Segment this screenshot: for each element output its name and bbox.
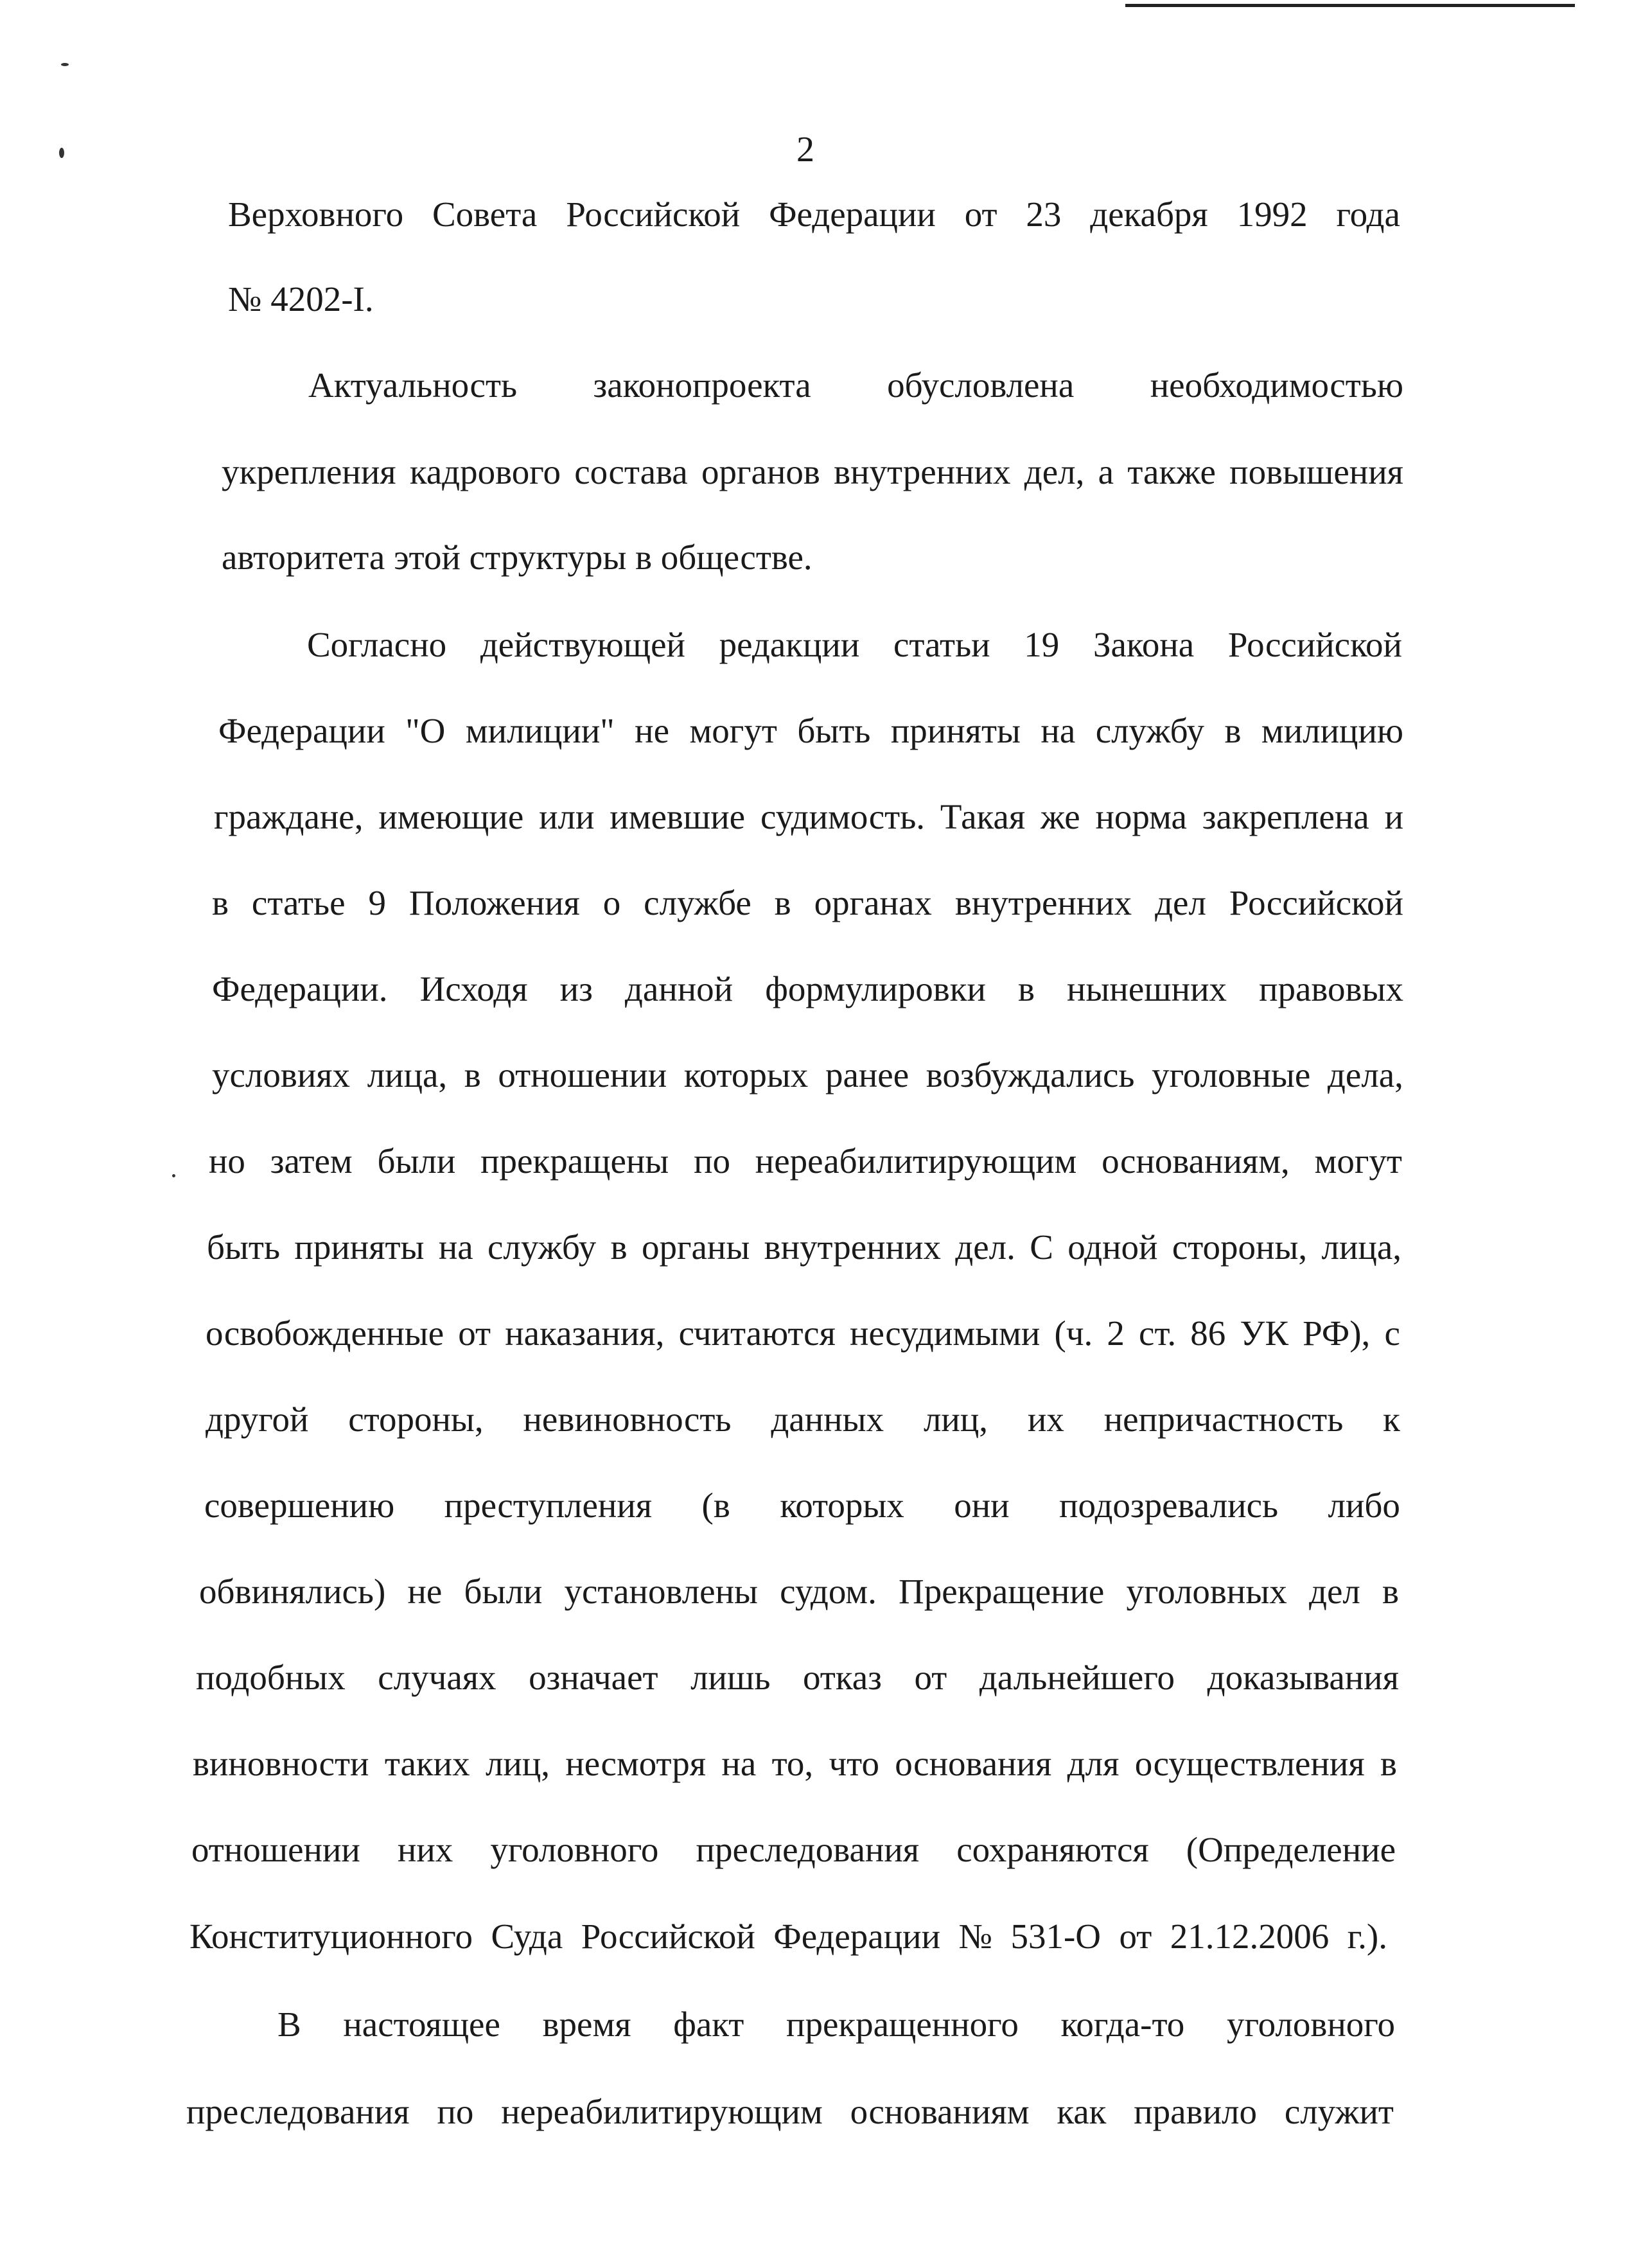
word: виновности [193, 1744, 369, 1783]
word: 2 [1107, 1314, 1125, 1353]
word: могут [1314, 1141, 1402, 1181]
word: совершению [204, 1486, 395, 1525]
word: формулировки [765, 969, 986, 1008]
word: дальнейшего [979, 1658, 1175, 1697]
word: в [1224, 711, 1242, 750]
word: необходимостью [1150, 365, 1403, 405]
word: и [1384, 797, 1403, 836]
word: в [774, 883, 791, 922]
word: случаях [378, 1658, 496, 1697]
word: 9 [368, 883, 386, 922]
text-line [277, 1999, 1395, 2050]
word: состава [574, 452, 688, 491]
text-line [222, 446, 1403, 498]
word: были [464, 1572, 543, 1611]
text-line [212, 1050, 1403, 1101]
word: от [1119, 1917, 1152, 1956]
word: Российской [1227, 625, 1402, 664]
word: 1992 [1236, 195, 1308, 234]
scan-speck [172, 1174, 175, 1177]
word: освобожденные [206, 1314, 444, 1353]
word: ст. [1139, 1314, 1177, 1353]
word: факт [673, 2005, 744, 2044]
word: внутренних [834, 452, 1011, 491]
word: основаниям, [1102, 1141, 1290, 1181]
word: ранее [825, 1055, 909, 1094]
word: уголовного [1226, 2005, 1395, 2044]
word: преследования [696, 1830, 920, 1869]
word: они [954, 1486, 1010, 1525]
word: в [1017, 969, 1035, 1008]
text-line: № 4202-I. [228, 279, 374, 319]
word: Верховного [228, 195, 404, 234]
word: Федерации. [212, 969, 388, 1008]
word: Прекращение [899, 1572, 1105, 1611]
word: преступления [444, 1486, 653, 1525]
text-line [307, 619, 1402, 671]
word: когда-то [1060, 2005, 1185, 2044]
word: Федерации [218, 711, 385, 750]
word: лишь [690, 1658, 771, 1697]
word: данной [624, 969, 733, 1008]
text-line: авторитета этой структуры в обществе. [222, 538, 812, 577]
word: органы [641, 1227, 750, 1267]
word: службу [487, 1227, 597, 1267]
word: о [602, 883, 621, 922]
word: Суда [491, 1917, 563, 1956]
word: № [958, 1917, 992, 1956]
text-line [308, 360, 1403, 411]
word: уголовного [490, 1830, 659, 1869]
word: одной [1067, 1227, 1158, 1267]
word: 21.12.2006 [1170, 1917, 1330, 1956]
text-line [214, 791, 1403, 843]
word: их [1027, 1400, 1064, 1439]
word: статье [251, 883, 346, 922]
word: отношении [498, 1055, 667, 1094]
word: данных [771, 1400, 884, 1439]
word: Российской [581, 1917, 755, 1956]
word: прекращенного [786, 2005, 1019, 2044]
page-number: 2 [796, 130, 814, 170]
word: подозревались [1059, 1486, 1279, 1525]
word: или [539, 797, 595, 836]
word: основания [895, 1744, 1052, 1783]
word: таких [384, 1744, 470, 1783]
word: 23 [1026, 195, 1062, 234]
word: на [438, 1227, 473, 1267]
word: года [1336, 195, 1400, 234]
word: уголовные [1152, 1055, 1311, 1094]
word: Положения [408, 883, 580, 922]
word: а [1098, 452, 1114, 491]
word: были [377, 1141, 456, 1181]
word: же [1040, 797, 1080, 836]
word: декабря [1090, 195, 1208, 234]
word: сохраняются [956, 1830, 1149, 1869]
word: норма [1095, 797, 1187, 836]
word: 531-О [1010, 1917, 1102, 1956]
text-line [199, 1566, 1399, 1617]
word: на [721, 1744, 757, 1783]
word: от [458, 1314, 491, 1353]
word: по [437, 2092, 474, 2131]
word: несудимыми [850, 1314, 1041, 1353]
word: другой [206, 1400, 309, 1439]
word: повышения [1229, 452, 1403, 491]
word: на [1041, 711, 1076, 750]
word: к [1383, 1400, 1400, 1439]
word: как [1057, 2092, 1107, 2131]
word: невиновность [523, 1400, 732, 1439]
word: настоящее [343, 2005, 500, 2044]
word: имеющие [378, 797, 524, 836]
text-line [206, 1394, 1400, 1445]
word: дел, [1024, 452, 1085, 491]
word: отказ [803, 1658, 882, 1697]
word: РФ), [1303, 1314, 1371, 1353]
text-line [186, 2086, 1394, 2138]
word: г.). [1347, 1917, 1387, 1956]
scan-edge-line [1125, 4, 1575, 7]
word: преследования [186, 2092, 410, 2131]
word: установлены [564, 1572, 758, 1611]
word: означает [529, 1658, 658, 1697]
word: могут [689, 711, 777, 750]
word: стороны, [1172, 1227, 1308, 1267]
word: уголовных [1126, 1572, 1287, 1611]
word: органах [814, 883, 932, 922]
word: нынешних [1067, 969, 1227, 1008]
word: действующей [480, 625, 685, 664]
word: внутренних [954, 883, 1132, 922]
word: "О [405, 711, 446, 750]
word: Федерации [773, 1917, 941, 1956]
text-line [189, 1911, 1387, 1962]
text-line [212, 877, 1403, 929]
text-line [209, 1136, 1402, 1187]
text-line [193, 1738, 1397, 1789]
word: в [1382, 1572, 1399, 1611]
word: то, [771, 1744, 814, 1783]
word: обусловлена [887, 365, 1075, 405]
word: 86 [1190, 1314, 1226, 1353]
word: милиции" [465, 711, 615, 750]
scan-speck [59, 148, 64, 158]
word: укрепления [222, 452, 396, 491]
word: служит [1284, 2092, 1394, 2131]
word: Федерации [769, 195, 936, 234]
word: в [610, 1227, 628, 1267]
word: с [1384, 1314, 1400, 1353]
text-line [228, 189, 1400, 240]
word: доказывания [1207, 1658, 1399, 1697]
word: прекращены [480, 1141, 669, 1181]
word: (ч. [1054, 1314, 1093, 1353]
word: для [1067, 1744, 1120, 1783]
word: 19 [1024, 625, 1060, 664]
word: нереабилитирующим [755, 1141, 1077, 1181]
word: либо [1328, 1486, 1400, 1525]
word: стороны, [348, 1400, 484, 1439]
word: милицию [1261, 711, 1403, 750]
word: лица, [1321, 1227, 1401, 1267]
word: из [559, 969, 593, 1008]
word: Закона [1093, 625, 1195, 664]
word: В [277, 2005, 301, 2044]
word: не [407, 1572, 443, 1611]
word: которых [683, 1055, 809, 1094]
text-line [207, 1222, 1401, 1273]
word: быть [207, 1227, 281, 1267]
word: непричастность [1103, 1400, 1344, 1439]
word: внутренних [764, 1227, 941, 1267]
word: Актуальность [308, 365, 518, 405]
word: Совета [432, 195, 538, 234]
word: имевшие [610, 797, 746, 836]
word: них [397, 1830, 453, 1869]
word: (в [701, 1486, 730, 1525]
word: правовых [1259, 969, 1403, 1008]
word: быть [797, 711, 871, 750]
word: осуществления [1134, 1744, 1365, 1783]
word: возбуждались [926, 1055, 1135, 1094]
word: Согласно [307, 625, 447, 664]
word: УК [1240, 1314, 1288, 1353]
word: дел [1308, 1572, 1360, 1611]
word: лиц, [485, 1744, 550, 1783]
word: от [914, 1658, 947, 1697]
word: Российской [1229, 883, 1403, 922]
word: (Определение [1186, 1830, 1396, 1869]
word: законопроекта [593, 365, 811, 405]
word: редакции [719, 625, 860, 664]
word: по [694, 1141, 730, 1181]
word: службе [644, 883, 751, 922]
word: службу [1095, 711, 1204, 750]
word: подобных [196, 1658, 346, 1697]
text-line [196, 1652, 1399, 1703]
word: Российской [566, 195, 741, 234]
word: дела, [1327, 1055, 1403, 1094]
word: лиц, [923, 1400, 988, 1439]
word: условиях [212, 1055, 351, 1094]
word: Исходя [419, 969, 528, 1008]
word: статьи [893, 625, 990, 664]
word: С [1030, 1227, 1053, 1267]
word: граждане, [214, 797, 364, 836]
word: основаниям [850, 2092, 1030, 2131]
word: но [209, 1141, 245, 1181]
word: также [1127, 452, 1216, 491]
word: дел. [955, 1227, 1015, 1267]
text-line [218, 705, 1403, 757]
word: Такая [940, 797, 1026, 836]
word: обвинялись) [199, 1572, 386, 1611]
word: закреплена [1202, 797, 1369, 836]
word: органов [701, 452, 820, 491]
word: Конституционного [189, 1917, 473, 1956]
word: приняты [890, 711, 1021, 750]
word: несмотря [565, 1744, 707, 1783]
word: судимость. [760, 797, 926, 836]
word: время [542, 2005, 631, 2044]
text-line [204, 1480, 1400, 1531]
word: наказания, [505, 1314, 665, 1353]
word: дел [1155, 883, 1206, 922]
word: считаются [678, 1314, 836, 1353]
word: не [635, 711, 670, 750]
word: правило [1134, 2092, 1257, 2131]
word: кадрового [409, 452, 561, 491]
word: лица, [367, 1055, 448, 1094]
word: что [829, 1744, 879, 1783]
text-line [212, 963, 1403, 1015]
word: в [464, 1055, 481, 1094]
word: отношении [191, 1830, 360, 1869]
word: от [964, 195, 997, 234]
word: в [1380, 1744, 1397, 1783]
word: судом. [780, 1572, 877, 1611]
word: приняты [294, 1227, 425, 1267]
word: в [212, 883, 229, 922]
text-line [191, 1824, 1396, 1876]
scan-speck [61, 63, 69, 66]
text-line [206, 1308, 1400, 1359]
word: затем [270, 1141, 353, 1181]
word: которых [780, 1486, 904, 1525]
word: нереабилитирующим [501, 2092, 823, 2131]
